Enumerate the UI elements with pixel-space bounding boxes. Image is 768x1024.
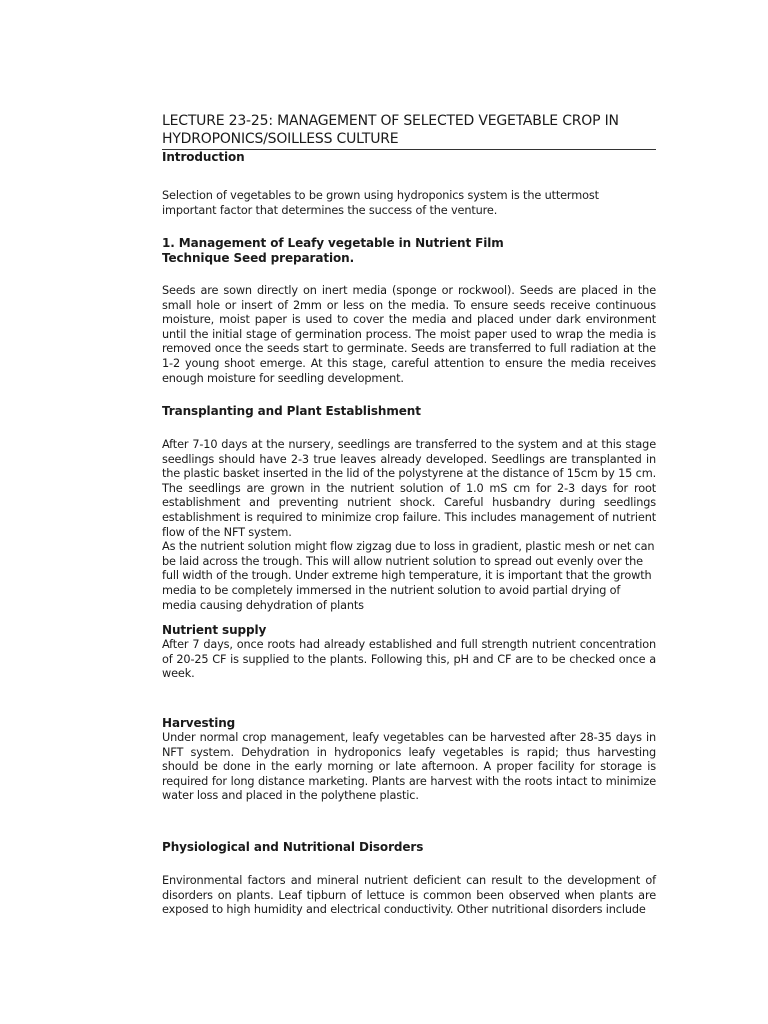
- introduction-body: Selection of vegetables to be grown using hydroponics system is the uttermost important factor that determines the success of the venture.: [162, 189, 599, 217]
- document-title: [162, 112, 656, 150]
- leafy-body-block: [162, 284, 656, 386]
- leafy-body: Seeds are sown directly on inert media (sponge or rockwool). Seeds are placed in the small hole or insert of 2mm or less on the media. To ensure seeds receive continuous moisture, moist paper is used to cover the media and placed under dark environment until the initial stage of germination process. The moist paper used to wrap the media is removed once the seeds start to germinate. Seeds are transferred to full radiation at the 1-2 young shoot emerge. At this stage, careful attention to ensure the media receives enough moisture for seedling development.: [162, 284, 656, 385]
- title-line-2: HYDROPONICS/SOILLESS CULTURE: [162, 131, 399, 147]
- nutrient-heading: Nutrient supply: [162, 623, 267, 637]
- harvesting-heading: Harvesting: [162, 716, 236, 730]
- leafy-heading-line-1: 1. Management of Leafy vegetable in Nutrient Film: [162, 236, 504, 250]
- transplanting-body-block: [162, 438, 656, 613]
- section-introduction: [162, 150, 656, 165]
- disorders-heading: Physiological and Nutritional Disorders: [162, 840, 424, 854]
- transplanting-body-1: After 7-10 days at the nursery, seedlings are transferred to the system and at this stage seedlings should have 2-3 true leaves already developed. Seedlings are transplanted in the plastic basket inserted in the lid of the polystyrene at the distance of 15cm by 15 cm. The seedlings are grown in the nutrient solution of 1.0 mS cm for 2-3 days for root establishment and preventing nutrient shock. Careful husbandry during seedlings establishment is required to minimize crop failure. This includes management of nutrient flow of the NFT system.: [162, 438, 657, 539]
- transplanting-heading: Transplanting and Plant Establishment: [162, 404, 421, 418]
- disorders-body-block: [162, 874, 656, 918]
- transplanting-body-2: As the nutrient solution might flow zigzag due to loss in gradient, plastic mesh or net can be laid across the trough. This will allow nutrient solution to spread out evenly over the full width of the trough. Under extreme high temperature, it is important that the growth media to be completely immersed in the nutrient solution to avoid partial drying of media causing dehydration of plants: [162, 540, 655, 612]
- introduction-body-block: [162, 189, 656, 218]
- section-leafy: [162, 236, 656, 266]
- section-nutrient: [162, 623, 656, 682]
- nutrient-body: After 7 days, once roots had already established and full strength nutrient concentration of 20-25 CF is supplied to the plants. Following this, pH and CF are to be checked once a week.: [162, 638, 656, 681]
- title-line-1: LECTURE 23-25: MANAGEMENT OF SELECTED VEGETABLE CROP IN: [162, 113, 619, 129]
- leafy-heading-line-2: Technique Seed preparation.: [162, 251, 355, 265]
- section-disorders: [162, 840, 656, 855]
- disorders-body: Environmental factors and mineral nutrient deficient can result to the development of disorders on plants. Leaf tipburn of lettuce is common been observed when plants are exposed to high humidity and electrical conductivity. Other nutritional disorders include: [162, 874, 656, 917]
- introduction-heading: Introduction: [162, 150, 245, 164]
- section-harvesting: [162, 716, 656, 804]
- harvesting-body: Under normal crop management, leafy vegetables can be harvested after 28-35 days in NFT system. Dehydration in hydroponics leafy vegetables is rapid; thus harvesting should be done in the early morning or late afternoon. A proper facility for storage is required for long distance marketing. Plants are harvest with the roots intact to minimize water loss and placed in the polythene plastic.: [162, 731, 656, 803]
- section-transplanting: [162, 404, 656, 419]
